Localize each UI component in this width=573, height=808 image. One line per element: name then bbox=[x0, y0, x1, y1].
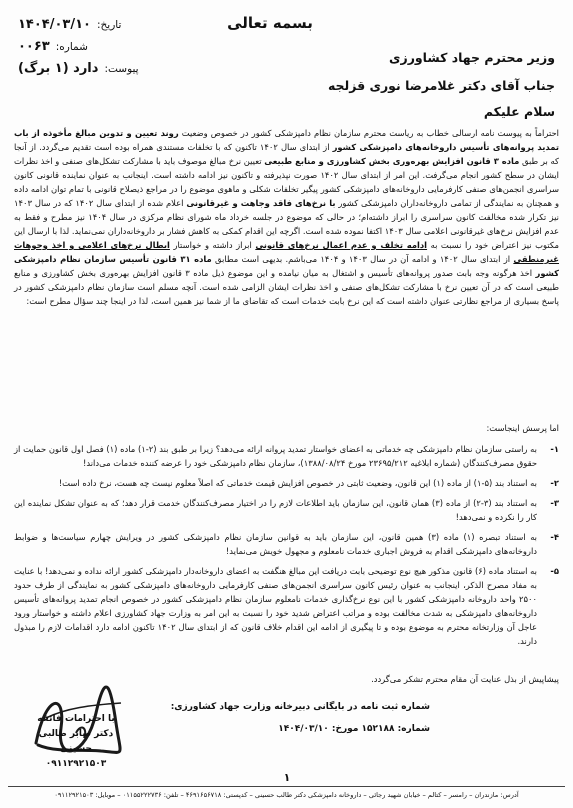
signature-block bbox=[26, 712, 126, 772]
letter-meta bbox=[18, 14, 178, 80]
closing-line: پیشاپیش از بذل عنایت آن مقام محترم تشکر می‌گردد. bbox=[371, 674, 559, 684]
question-item bbox=[14, 442, 559, 470]
question-text: به استناد بند (۵-۱) از ماده (۱) این قانون، وضعیت ثابتی در خصوص افزایش قیمت خدماتی که اصلاً معلوم نیست چه هست، نرخ داده است! bbox=[58, 478, 537, 488]
question-text: به استناد تبصره (۱) ماده (۳) همین قانون، این سازمان باید به قوانین سازمان نظام دامپزشکی کشور در ویرایش چهارم سیاست‌ها و ضوابط داروخانه‌های دامپزشکی اقدام به فروش اجباری خدمات نامعلوم و مجهول خویش می‌نماید! bbox=[14, 532, 538, 556]
body-emphasis: ابطال نرخ‌های اعلامی و اخذ وجوهات غیرمنطقی bbox=[14, 240, 559, 264]
date-value: ۱۴۰۴/۰۳/۱۰ bbox=[18, 17, 91, 32]
attachment-value: دارد (۱ برگ) bbox=[18, 61, 99, 76]
body-text: از ابتدای سال ۱۴۰۲ تاکنون که با تخلفات مستندی همراه بوده است تقدیم می‌گردد. از آنجا که بر طبق bbox=[14, 142, 559, 166]
number-label: شماره: bbox=[55, 41, 88, 53]
signer-phone: ۰۹۱۱۲۹۲۱۵۰۳ bbox=[45, 759, 107, 769]
question-text: به استناد بند (۳-۲) از ماده (۳) همان قانون، این سازمان باید اطلاعات لازم را در اختیار مصرف‌کنندگان خدمت قرار دهد؛ که به عنوان تشکل نماینده این کار را نکرده و نمی‌دهد! bbox=[14, 498, 537, 522]
greeting: سلام علیکم bbox=[483, 104, 555, 119]
attachment-label: پیوست: bbox=[104, 63, 139, 75]
page-number: ۱ bbox=[283, 771, 291, 784]
body-text: از ابتدای سال ۱۴۰۲ و ادامه آن در سال ۱۴۰۳ و ۱۴۰۴ می‌باشم. بدیهی است مطابق bbox=[211, 254, 514, 264]
body-text: ابراز داشته و خواستار bbox=[169, 240, 256, 250]
question-item bbox=[14, 564, 559, 648]
question-item bbox=[14, 496, 559, 524]
registration-caption: شماره ثبت نامه در بایگانی دبیرخانه وزارت جهاد کشاورزی: bbox=[170, 702, 430, 712]
body-text: تعیین نرخ مبالغ موصوف باید با مشارکت تشکل‌های صنفی و اخذ نظرات ایشان در سطح کشور انجام می‌گرفت. این امر از ابتدای سال ۱۴۰۲ صورت نپذیرفته و تاکنون نیز ادامه داشته است. اینجانب به عنوان نماینده قانونی کانون سراسری انجمن‌های صنفی کارفرمایی داروخانه‌های دامپزشکی کشور پیگیر تخلفات شکلی و ماهوی موضوع را در مراجع ذیصلاح قانونی با تمام توان ادامه داده و همچنان به نمایندگی از تمامی داروخانه‌داران دامپزشکی کشور bbox=[14, 156, 559, 208]
question-text: به راستی سازمان نظام دامپزشکی چه خدماتی به اعضای خواستار تمدید پروانه ارائه می‌دهد؟ زیرا بر طبق بند (۲-۱) ماده (۱) فصل اول قانون حمایت از حقوق مصرف‌کنندگان (شماره ابلاغیه ۲۳۶۹۵/۲۱۲ مورخ ۱۳۸۸/۰۸/۲۴)، سازمان نظام دامپزشکی خود را عرضه کننده خدمات می‌داند! bbox=[14, 444, 537, 468]
question-number: ۳- bbox=[550, 498, 559, 508]
recipient-name: جناب آقای دکتر غلامرضا نوری قزلجه bbox=[327, 78, 555, 93]
body-emphasis: با نرخ‌های فاقد وجاهت و غیرقانونی bbox=[186, 198, 336, 208]
registration-number: شماره: ۱۵۲۱۸۸ مورخ: ۱۴۰۴/۰۳/۱۰ bbox=[278, 724, 430, 734]
body-emphasis: روند تعیین و تدوین مبالغ مأخوذه از باب تمدید پروانه‌های تأسیس داروخانه‌های دامپزشکی کشور bbox=[14, 128, 559, 152]
body-emphasis: ماده ۳ قانون افزایش بهره‌وری بخش کشاورزی و منابع طبیعی bbox=[264, 156, 520, 166]
question-number: ۵- bbox=[550, 566, 559, 576]
date-label: تاریخ: bbox=[96, 19, 122, 31]
body-paragraph bbox=[14, 126, 559, 308]
body-text: اخذ هرگونه وجه بابت صدور پروانه‌های تأسیس و اشتغال به میان نیامده و این موضوع ذیل ماده ۳ قانون افزایش بهره‌وری بخش کشاورزی و منابع طبیعی است که در آن تعیین نرخ با مشارکت تشکل‌های صنفی و اخذ نظرات ایشان الزامی شده است. آنچه مسلم است سازمان نظام دامپزشکی کشور در پاسخ بسیاری از مراجع نظارتی عنوان داشته است که این نرخ بابت خدمات است که تقاضای ما از شما نیز همین است، لذا در اینجا چند سؤال مطرح است: bbox=[14, 268, 559, 306]
question-number: ۴- bbox=[550, 532, 559, 542]
body-emphasis: ماده ۳۱ قانون تأسیس سازمان نظام دامپزشکی کشور bbox=[14, 254, 560, 278]
body-emphasis: ادامه تخلف و عدم اعمال نرخ‌های قانونی bbox=[255, 240, 428, 250]
regards-text: با احترامات فائقه bbox=[37, 714, 115, 724]
number-value: ۰۰۶۳ bbox=[18, 39, 50, 54]
signer-name: دکتر صابر طالبی حسینی bbox=[38, 729, 114, 754]
letter-heading: بسمه تعالی bbox=[227, 14, 313, 32]
recipient-title: وزیر محترم جهاد کشاورزی bbox=[389, 50, 555, 65]
footer-address: آدرس: مازندران – رامسر – کتالم – خیابان شهید رجائی – داروخانه دامپزشکی دکتر طالب حسینی – کدپستی: ۴۶۹۱۶۵۶۷۱۸ – تلفن: ۰۱۱۵۵۲۲۲۷۳۶ – موبایل: ۰۹۱۱۲۹۲۱۵۰۳ bbox=[8, 786, 565, 799]
questions-heading: اما پرسش اینجاست: bbox=[486, 423, 559, 433]
body-text: اعلام شده از ابتدای سال ۱۴۰۲ که در سال ۱۴۰۳ نیز تکرار شده مخالفت کانون سراسری را ابراز داشته‌ام؛ در حالی که موضوع در جلسه خرداد ماه شورای نظام مرکزی در سال ۱۴۰۴ نیز مطرح و فقط به عدم افزایش نرخ‌های غیرقانونی اعلامی سال ۱۴۰۳ اکتفا نموده شده است. اگرچه این اقدام کمکی به کاهش فشار بر داروخانه‌داران نمی‌نماید. لذا با ارسال این مکتوب نیز اعتراض خود را نسبت به bbox=[14, 198, 560, 250]
body-text: احتراماً به پیوست نامه ارسالی خطاب به ریاست محترم سازمان نظام دامپزشکی کشور در خصوص وضعیت bbox=[178, 128, 559, 138]
question-number: ۱- bbox=[550, 444, 559, 454]
question-text: به استناد ماده (۶) قانون مذکور هیچ نوع توضیحی بابت دریافت این مبالغ هنگفت به اعضای داروخانه‌دار دامپزشکی کشور ارائه نداده و نمی‌دهد! با عنایت به مفاد مصرح الذکر، اینجانب به عنوان رئیس کانون سراسری انجمن‌های صنفی کارفرمایی داروخانه‌های دامپزشکی کشور به نمایندگی از طرف حدود ۲۵۰۰ واحد داروخانه دامپزشکی کشور با این نوع نرخ‌گذاری خدمات نامعلوم سازمان نظام دامپزشکی کشور در خصوص انجام تمدید پروانه‌های تأسیس داروخانه‌های دامپزشکی به شدت مخالفت بوده و مراتب اعتراض شدید خود را نسبت به این امر به وزارت جهاد کشاورزی اعلام داشته و خواستار ورود عاجل آن وزارتخانه محترم به موضوع بوده و تا پیگیری از ادامه این اقدام خلاف قانون که از ابتدای سال ۱۴۰۲ تاکنون ادامه دارد اقدامات لازم را مبذول دارند. bbox=[14, 566, 538, 646]
registration-block bbox=[140, 696, 430, 740]
questions-list bbox=[14, 442, 559, 654]
question-item bbox=[14, 476, 559, 490]
question-number: ۲- bbox=[550, 478, 559, 488]
date-row bbox=[18, 14, 178, 36]
question-item bbox=[14, 530, 559, 558]
